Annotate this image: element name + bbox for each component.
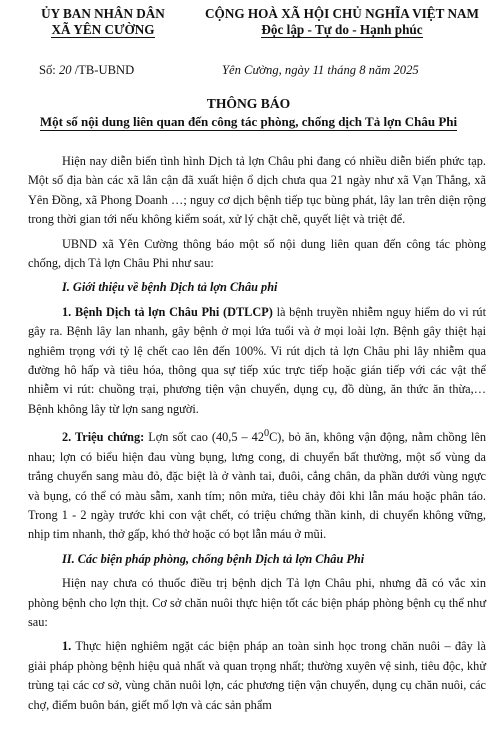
- paragraph-announcement: UBND xã Yên Cường thông báo một số nội dung liên quan đến công tác phòng chống, dịch Tả lợn Châu Phi như sau:: [28, 236, 486, 271]
- national-motto: [190, 6, 494, 38]
- paragraph-prevention-intro: Hiện nay chưa có thuốc điều trị bệnh dịch Tả lợn Châu phi, nhưng đã có vắc xin phòng bệnh cho lợn thịt. Cơ sở chăn nuôi thực hiện tốt các biện pháp phòng bệnh cụ thể như sau:: [28, 576, 486, 630]
- document-number-value: 20: [58, 63, 72, 77]
- document-number: Số: 20 /TB-UBND: [39, 63, 135, 77]
- date-day: 11: [312, 63, 325, 77]
- document-body: [28, 152, 486, 720]
- paragraph-disease-definition: 1. Bệnh Dịch tả lợn Châu Phi (DTLCP) là bệnh truyền nhiễm nguy hiểm do vi rút gây ra. Bệnh lây lan nhanh, gây bệnh ở mọi lứa tuổi và ở mọi loài lợn. Bệnh gây thiệt hại nghiêm trọng với tỷ lệ chết cao lên đến 100%. Vi rút dịch tả lợn Châu phi lây nhiễm qua đường hô hấp và tiêu hóa, thông qua sự tiếp xúc trực tiếp hoặc gián tiếp với các vật thể nhiễm vi rút: chuồng trại, phương tiện vận chuyển, dụng cụ, đồ dùng, ăn thức ăn thừa,… Bệnh không lây từ lợn sang người.: [28, 304, 486, 416]
- paragraph-measure-1: 1. Thực hiện nghiêm ngặt các biện pháp an toàn sinh học trong chăn nuôi – đây là giải pháp phòng bệnh hiệu quả nhất và quan trọng nhất; thường xuyên vệ sinh, tiêu độc, khử trùng tại các cơ sở, vùng chăn nuôi lợn, các phương tiện vận chuyển, dụng cụ chăn nuôi, các chợ, điểm buôn bán, giết mổ lợn và các sản phẩm: [28, 639, 486, 712]
- nation-line1: CỘNG HOÀ XÃ HỘI CHỦ NGHĨA VIỆT NAM: [205, 6, 479, 21]
- issuing-authority: [14, 6, 192, 38]
- section-heading-2: II. Các biện pháp phòng, chống bệnh Dịch tả lợn Châu Phi: [62, 551, 365, 566]
- document-subtitle: Một số nội dung liên quan đến công tác phòng, chống dịch Tả lợn Châu Phi: [39, 114, 458, 129]
- place-and-date: Yên Cường, ngày 11 tháng 8 năm 2025: [222, 63, 419, 77]
- paragraph-intro: Hiện nay diễn biến tình hình Dịch tả lợn Châu phi đang có nhiều diễn biến phức tạp. Một số địa bàn các xã lân cận đã xuất hiện ổ dịch chưa qua 21 ngày như xã Vạn Thắng, xã Yên Đồng, xã Phong Doanh …; nguy cơ dịch bệnh tiếp tục bùng phát, lây lan trên diện rộng trong thời gian tới nếu không kiểm soát, xử lý chặt chẽ, quyết liệt và triệt để.: [28, 154, 486, 227]
- document-title: THÔNG BÁO: [206, 96, 291, 111]
- authority-line2: XÃ YÊN CƯỜNG: [51, 22, 155, 37]
- nation-line2: Độc lập - Tự do - Hạnh phúc: [261, 22, 423, 37]
- authority-line1: ỦY BAN NHÂN DÂN: [41, 6, 165, 21]
- paragraph-symptoms: 2. Triệu chứng: Lợn sốt cao $(40,5 - 42^0C)$, bỏ ăn, không vận động, nằm chồng lên nhau; lợn có biểu hiện đau vùng bụng, lưng cong, di chuyển bất thường, một số vùng da trắng chuyển sang màu đỏ, đặc biệt là ở vành tai, đuôi, cẳng chân, da phần dưới vùng ngực và bụng, có thể có màu sẫm, xanh tím; nôn mửa, tiêu chảy đôi khi lẫn máu hoặc phân táo. Trong 1 - 2 ngày trước khi con vật chết, có triệu chứng thần kinh, di chuyển không vững, nhịp tim nhanh, thở gấp, khó thở hoặc có bọt lẫn máu ở mũi.: [28, 428, 486, 542]
- section-heading-1: I. Giới thiệu về bệnh Dịch tả lợn Châu phi: [62, 280, 278, 295]
